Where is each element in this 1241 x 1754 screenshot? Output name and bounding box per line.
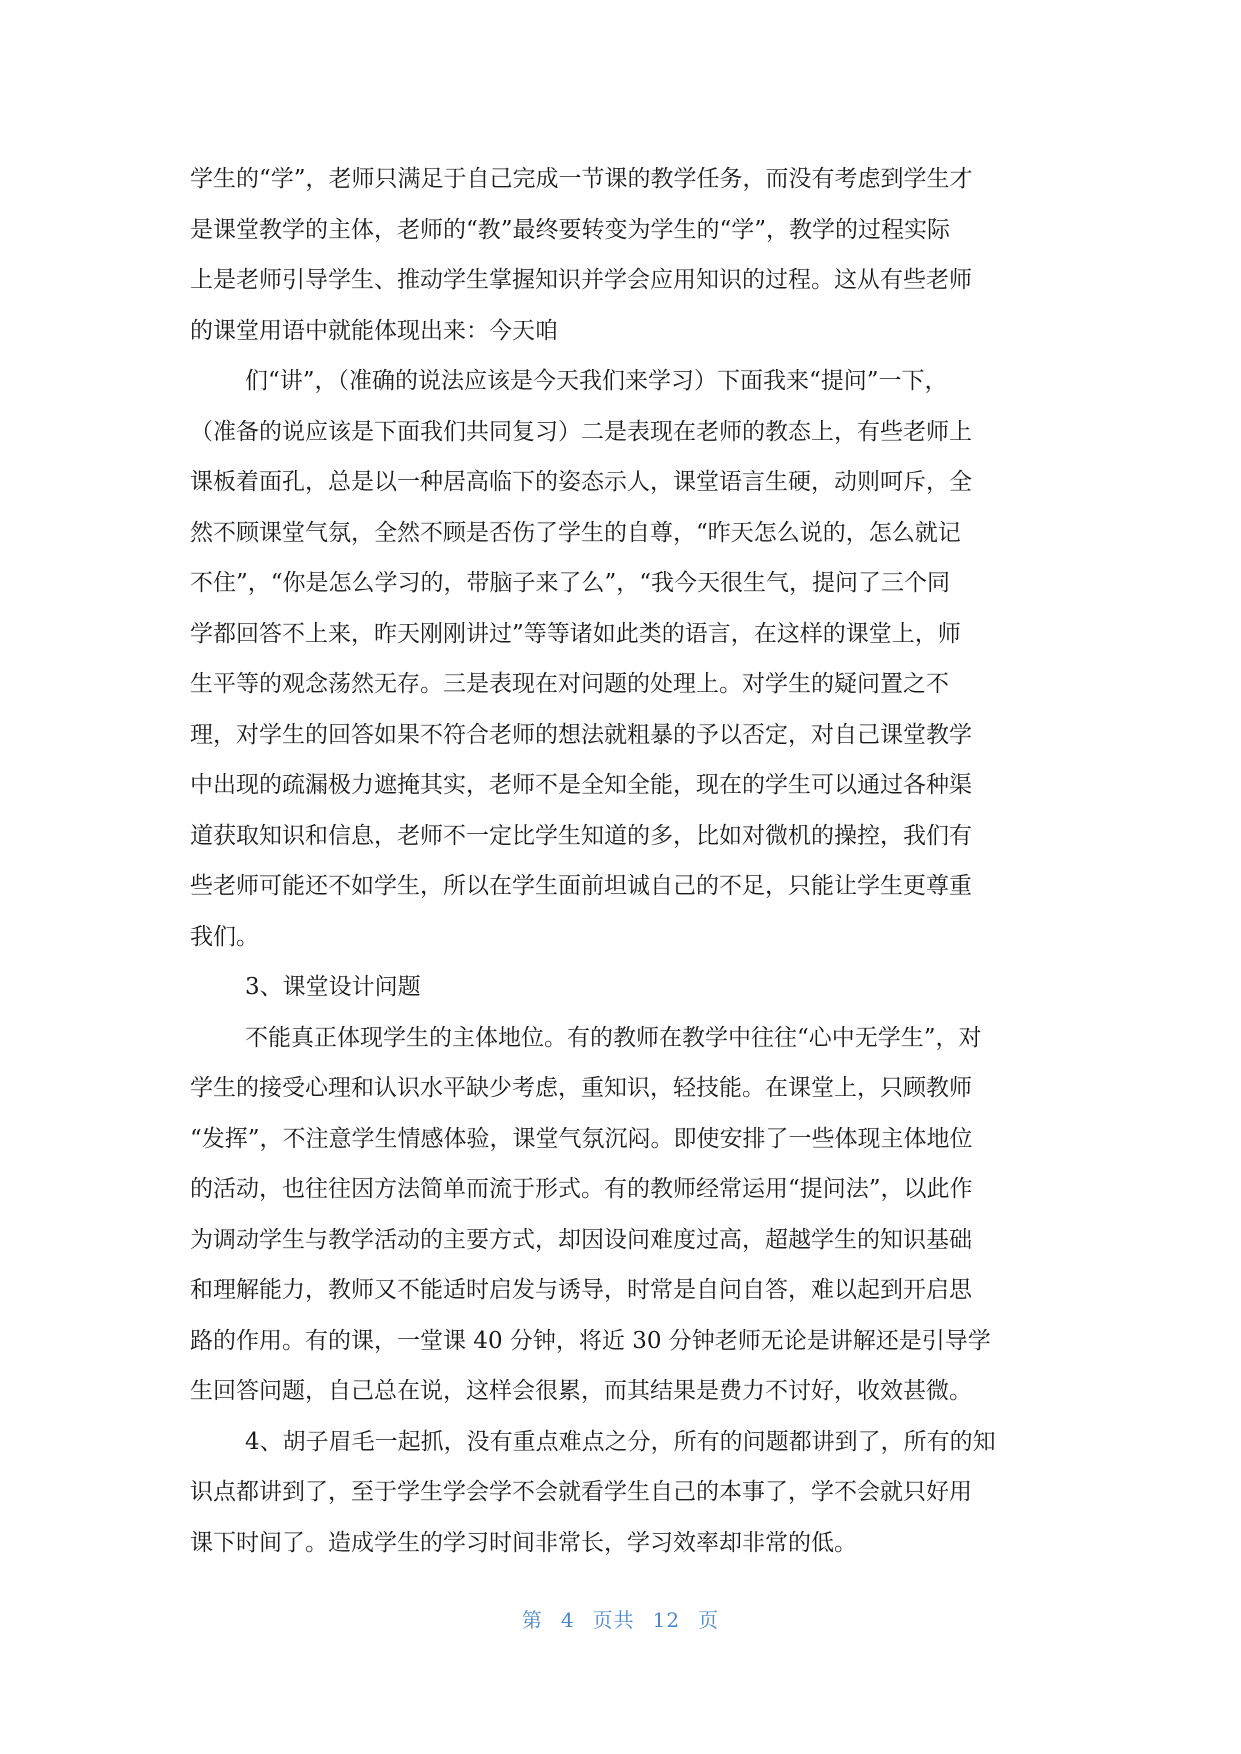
section-heading: 3、课堂设计问题 xyxy=(245,974,421,1000)
text-line: 学生的“学”，老师只满足于自己完成一节课的教学任务，而没有考虑到学生才 xyxy=(190,166,973,192)
text-line: 道获取知识和信息，老师不一定比学生知道的多，比如对微机的操控，我们有 xyxy=(190,822,972,849)
text-line: 理，对学生的回答如果不符合老师的想法就粗暴的予以否定，对自己课堂教学 xyxy=(190,721,972,748)
text-line: 然不顾课堂气氛，全然不顾是否伤了学生的自尊，“昨天怎么说的，怎么就记 xyxy=(190,519,961,546)
footer-page-number: 4 xyxy=(560,1608,575,1632)
text-line: 是课堂教学的主体，老师的“教”最终要转变为学生的“学”，教学的过程实际 xyxy=(190,216,951,243)
text-line: 些老师可能还不如学生，所以在学生面前坦诚自己的不足，只能让学生更尊重 xyxy=(190,873,972,899)
footer-page-middle: 页共 xyxy=(592,1608,635,1632)
paragraph-first-line: 们“讲”，（准确的说法应该是今天我们来学习）下面我来“提问”一下， xyxy=(245,368,948,394)
text-line: 识点都讲到了，至于学生学会学不会就看学生自己的本事了，学不会就只好用 xyxy=(190,1479,972,1505)
text-line: 不住”，“你是怎么学习的，带脑子来了么”，“我今天很生气，提问了三个同 xyxy=(190,570,951,596)
text-line: 课板着面孔，总是以一种居高临下的姿态示人，课堂语言生硬，动则呵斥，全 xyxy=(190,469,972,495)
text-line: 学生的接受心理和认识水平缺少考虑，重知识，轻技能。在课堂上，只顾教师 xyxy=(190,1075,972,1101)
text-line: 的活动，也往往因方法简单而流于形式。有的教师经常运用“提问法”，以此作 xyxy=(190,1176,973,1202)
text-line: “发挥”，不注意学生情感体验，课堂气氛沉闷。即使安排了一些体现主体地位 xyxy=(190,1125,973,1152)
text-line: 生回答问题，自己总在说，这样会很累，而其结果是费力不讨好，收效甚微。 xyxy=(190,1378,972,1404)
footer-page-prefix: 第 xyxy=(521,1608,543,1632)
text-line: 课下时间了。造成学生的学习时间非常长，学习效率却非常的低。 xyxy=(190,1529,857,1556)
text-line: 学都回答不上来，昨天刚刚讲过”等等诸如此类的语言，在这样的课堂上，师 xyxy=(190,620,961,647)
text-line: 为调动学生与教学活动的主要方式，却因设问难度过高，超越学生的知识基础 xyxy=(190,1226,972,1253)
paragraph-first-line: 4、胡子眉毛一起抓，没有重点难点之分，所有的问题都讲到了，所有的知 xyxy=(245,1428,996,1455)
text-line: 的课堂用语中就能体现出来：今天咱 xyxy=(190,317,558,344)
footer-total-pages: 12 xyxy=(652,1608,681,1632)
text-line: 我们。 xyxy=(190,923,259,950)
text-line: 中出现的疏漏极力遮掩其实，老师不是全知全能，现在的学生可以通过各种渠 xyxy=(190,772,972,798)
text-line: （准备的说应该是下面我们共同复习）二是表现在老师的教态上，有些老师上 xyxy=(190,418,972,445)
text-line: 上是老师引导学生、推动学生掌握知识并学会应用知识的过程。这从有些老师 xyxy=(190,267,972,293)
page-footer xyxy=(0,1604,1241,1633)
text-line: 生平等的观念荡然无存。三是表现在对问题的处理上。对学生的疑问置之不 xyxy=(190,671,949,697)
paragraph-first-line: 不能真正体现学生的主体地位。有的教师在教学中往往“心中无学生”，对 xyxy=(245,1024,982,1051)
text-line: 路的作用。有的课，一堂课 40 分钟，将近 30 分钟老师无论是讲解还是引导学 xyxy=(190,1327,991,1354)
document-body xyxy=(190,154,1058,1568)
text-line: 和理解能力，教师又不能适时启发与诱导，时常是自问自答，难以起到开启思 xyxy=(190,1277,972,1303)
footer-page-suffix: 页 xyxy=(698,1608,720,1632)
